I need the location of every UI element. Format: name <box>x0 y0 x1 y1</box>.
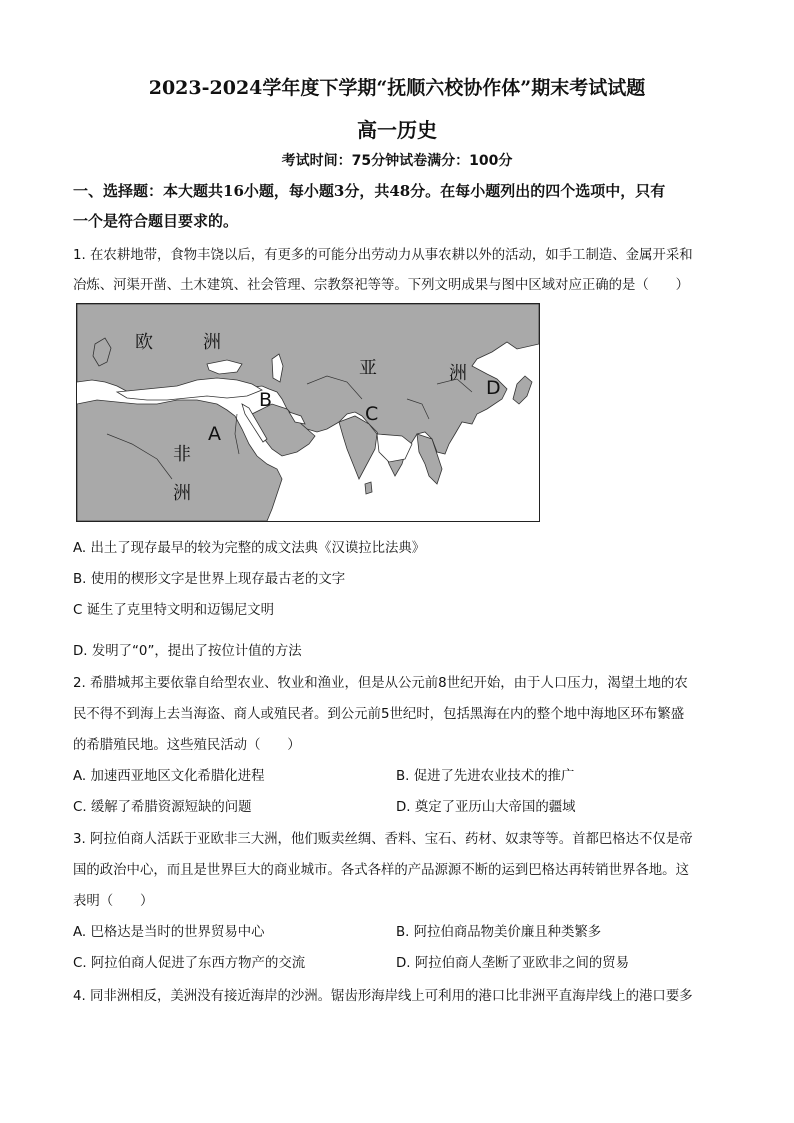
q2-option-b: B. 促进了先进农业技术的推广 <box>396 769 575 784</box>
q3-option-d: D. 阿拉伯商人垄断了亚欧非之间的贸易 <box>396 956 630 971</box>
q1-option-c: C 诞生了克里特文明和迈锡尼文明 <box>73 603 275 618</box>
srilanka-landmass <box>365 482 372 494</box>
label-asia-1: 亚 <box>359 358 377 379</box>
exam-title: 2023-2024学年度下学期“抚顺六校协作体”期末考试试题 <box>148 77 646 99</box>
label-region-a: A <box>208 423 221 445</box>
label-region-b: B <box>259 389 273 411</box>
q2-stem-line1: 2. 希腊城邦主要依靠自给型农业、牧业和渔业，但是从公元前8世纪开始，由于人口压力，渴望土地的农 <box>73 676 688 691</box>
section-instruction-line1: 一、选择题：本大题共16小题，每小题3分，共48分。在每小题列出的四个选项中，只有 <box>73 182 666 200</box>
q3-option-b: B. 阿拉伯商品物美价廉且种类繁多 <box>396 925 602 940</box>
label-europe-1: 欧 <box>135 332 153 353</box>
label-europe-2: 洲 <box>203 332 221 353</box>
map-figure <box>76 303 540 522</box>
q3-stem-line1: 3. 阿拉伯商人活跃于亚欧非三大洲，他们贩卖丝绸、香料、宝石、药材、奴隶等等。首都巴格达不仅是帝 <box>73 832 693 847</box>
label-africa-1: 非 <box>173 444 191 465</box>
section-instruction-line2: 一个是符合题目要求的。 <box>73 212 239 230</box>
japan-landmass <box>513 376 532 404</box>
label-asia-2: 洲 <box>449 363 467 384</box>
q3-option-a: A. 巴格达是当时的世界贸易中心 <box>73 925 265 940</box>
q3-option-c: C. 阿拉伯商人促进了东西方物产的交流 <box>73 956 306 971</box>
q1-stem-line1: 1. 在农耕地带，食物丰饶以后，有更多的可能分出劳动力从事农耕以外的活动，如手工制造、金属开采和 <box>73 248 693 263</box>
subject-title: 高一历史 <box>357 118 437 142</box>
q2-stem-line2: 民不得不到海上去当海盗、商人或殖民者。到公元前5世纪时，包括黑海在内的整个地中海地区环布繁盛 <box>73 707 685 722</box>
q2-option-d: D. 奠定了亚历山大帝国的疆域 <box>396 800 576 815</box>
q1-option-a: A. 出土了现存最早的较为完整的成文法典《汉谟拉比法典》 <box>73 541 426 556</box>
q1-option-b: B. 使用的楔形文字是世界上现存最古老的文字 <box>73 572 346 587</box>
q4-stem-line1: 4. 同非洲相反，美洲没有接近海岸的沙洲。锯齿形海岸线上可利用的港口比非洲平直海岸线上的港口要多 <box>73 989 693 1004</box>
label-africa-2: 洲 <box>173 483 191 504</box>
label-region-c: C <box>365 403 379 425</box>
q3-stem-line2: 国的政治中心，而且是世界巨大的商业城市。各式各样的产品源源不断的运到巴格达再转销世界各地。这 <box>73 863 689 878</box>
world-map-svg <box>77 304 539 521</box>
label-region-d: D <box>486 377 501 399</box>
q1-option-d: D. 发明了“0”，提出了按位计值的方法 <box>73 644 302 659</box>
exam-info: 考试时间：75分钟试卷满分：100分 <box>281 153 513 169</box>
q2-stem-line3: 的希腊殖民地。这些殖民活动（ ） <box>73 738 301 753</box>
q2-option-a: A. 加速西亚地区文化希腊化进程 <box>73 769 265 784</box>
q3-stem-line3: 表明（ ） <box>73 894 154 909</box>
q1-stem-line2: 冶炼、河渠开凿、土木建筑、社会管理、宗教祭祀等等。下列文明成果与图中区域对应正确的是（ ） <box>73 278 689 293</box>
q2-option-c: C. 缓解了希腊资源短缺的问题 <box>73 800 252 815</box>
